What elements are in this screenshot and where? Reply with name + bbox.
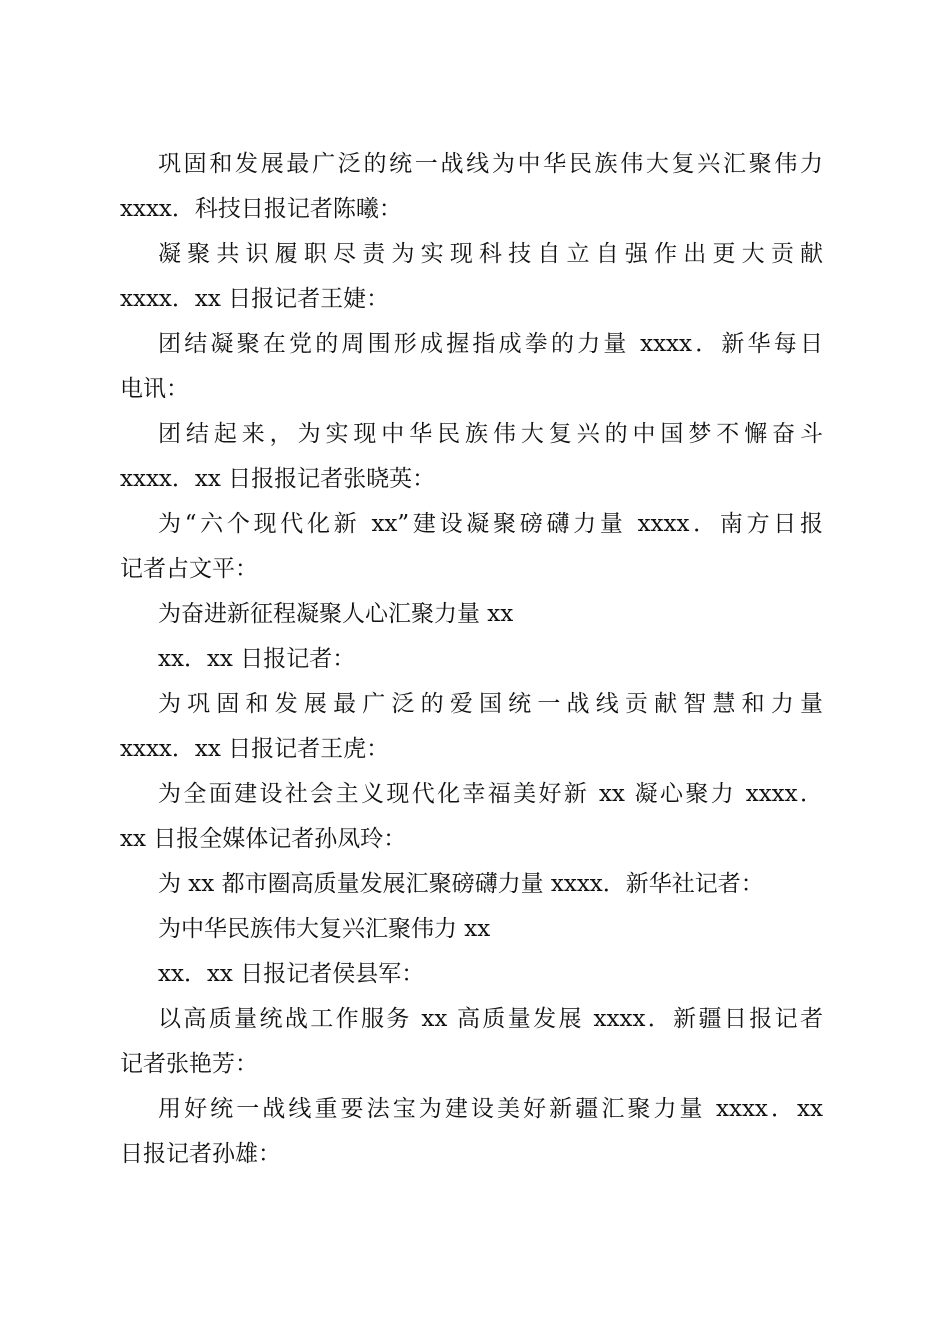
paragraph-line: 用好统一战线重要法宝为建设美好新疆汇聚力量 xxxx．xx (158, 1096, 823, 1122)
paragraph-line: xx．xx 日报记者侯县军： (158, 961, 425, 987)
paragraph-line: 电讯： (120, 376, 189, 402)
document-body (120, 142, 823, 1177)
paragraph-line: 团结起来，为实现中华民族伟大复兴的中国梦不懈奋斗 (158, 421, 823, 447)
paragraph-line: xx．xx 日报记者： (158, 646, 356, 672)
paragraph-line: 为奋进新征程凝聚人心汇聚力量 xx (158, 601, 514, 627)
paragraph-line: xxxx．科技日报记者陈曦： (120, 196, 402, 222)
paragraph-line: xxxx．xx 日报记者王婕： (120, 286, 390, 312)
paragraph-line: xx 日报全媒体记者孙凤玲： (120, 826, 407, 852)
paragraph-line: 巩固和发展最广泛的统一战线为中华民族伟大复兴汇聚伟力 (158, 151, 823, 177)
paragraph-line: 为巩固和发展最广泛的爱国统一战线贡献智慧和力量 (158, 691, 823, 717)
paragraph-line: 记者占文平： (120, 556, 258, 582)
paragraph-line: 以高质量统战工作服务 xx 高质量发展 xxxx．新疆日报记者 (158, 1006, 823, 1032)
paragraph-line: 记者张艳芳： (120, 1051, 258, 1077)
paragraph-line: xxxx．xx 日报记者王虎： (120, 736, 390, 762)
paragraph-line: 为“六个现代化新 xx”建设凝聚磅礴力量 xxxx．南方日报 (158, 511, 823, 537)
paragraph-line: 日报记者孙雄： (120, 1141, 281, 1167)
paragraph-line: 为 xx 都市圈高质量发展汇聚磅礴力量 xxxx．新华社记者： (158, 871, 764, 897)
paragraph-line: 为全面建设社会主义现代化幸福美好新 xx 凝心聚力 xxxx． (158, 781, 823, 807)
paragraph-line: xxxx．xx 日报报记者张晓英： (120, 466, 436, 492)
paragraph-line: 为中华民族伟大复兴汇聚伟力 xx (158, 916, 491, 942)
paragraph-line: 凝聚共识履职尽责为实现科技自立自强作出更大贡献 (158, 241, 823, 267)
paragraph-line: 团结凝聚在党的周围形成握指成拳的力量 xxxx．新华每日 (158, 331, 823, 357)
